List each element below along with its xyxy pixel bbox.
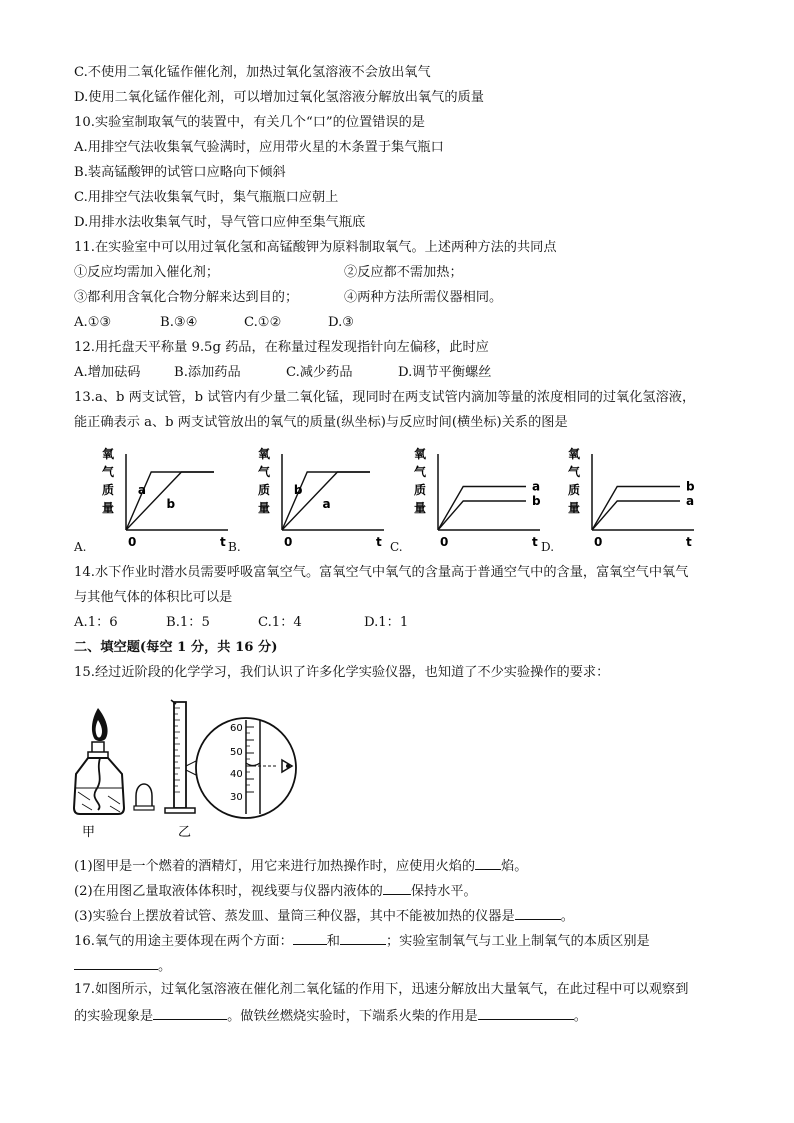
graph-c-letter: C. [390, 540, 403, 554]
y-axis-label-char: 氧 [414, 447, 427, 461]
curve-label-b: b [293, 483, 303, 498]
q15-1-text: (1)图甲是一个燃着的酒精灯，用它来进行加热操作时，应使用火焰的 [74, 859, 476, 874]
q16-line-2 [74, 956, 171, 976]
y-axis-label-char: 量 [102, 501, 115, 515]
q13-stem-1: 13.a、b 两支试管，b 试管内有少量二氧化锰，现同时在两支试管内滴加等量的浓度相同的过氧化氢溶液， [74, 390, 696, 405]
q10-option-a: A.用排空气法收集氧气验满时，应用带火星的木条置于集气瓶口 [74, 140, 444, 155]
q17-blank-2[interactable] [478, 1006, 574, 1020]
y-axis-label-char: 量 [568, 501, 581, 515]
q11-stem: 11.在实验室中可以用过氧化氢和高锰酸钾为原料制取氧气。上述两种方法的共同点 [74, 240, 557, 255]
label-yi: 乙 [178, 825, 192, 840]
lamp-cap [134, 784, 154, 810]
q12-stem: 12.用托盘天平称量 9.5g 药品，在称量过程发现指针向左偏移，此时应 [74, 340, 489, 355]
q12-option: A.增加砝码 [74, 365, 141, 380]
origin-label: 0 [440, 535, 449, 549]
y-axis-label-char: 质 [258, 483, 271, 497]
graph-b-svg [252, 438, 402, 558]
q10-stem: 10.实验室制取氧气的装置中，有关几个“口”的位置错误的是 [74, 115, 425, 130]
graph-d-letter: D. [541, 540, 555, 554]
q12-option: B.添加药品 [174, 365, 241, 380]
q15-2-blank[interactable] [383, 881, 411, 895]
q17-line-2 [74, 1006, 587, 1026]
q15-part-3 [74, 906, 574, 926]
q15-stem: 15.经过近阶段的化学学习，我们认识了许多化学实验仪器，也知道了不少实验操作的要求： [74, 665, 610, 680]
q15-part-1 [74, 856, 528, 876]
magnified-view [196, 718, 296, 818]
q14-stem-2: 与其他气体的体积比可以是 [74, 590, 233, 605]
tick-30: 30 [230, 792, 243, 803]
q17-end: 。 [573, 1009, 587, 1024]
q11-statement-4: ④两种方法所需仪器相同。 [344, 290, 503, 305]
y-axis-label-char: 气 [568, 465, 581, 479]
q14-option: D.1：1 [364, 615, 409, 630]
y-axis-label-char: 氧 [568, 447, 581, 461]
x-axis-label: t [686, 535, 692, 549]
q11-statement-2: ②反应都不需加热； [344, 265, 463, 280]
x-axis-label: t [220, 535, 226, 549]
q15-part-2 [74, 881, 477, 901]
origin-label: 0 [594, 535, 603, 549]
q15-1-blank[interactable] [475, 856, 501, 870]
q16-blank-1[interactable] [293, 931, 327, 945]
lab-figure-svg [70, 696, 310, 842]
curve-a [592, 501, 680, 530]
curve-label-b: b [166, 497, 176, 512]
q14-option: A.1：6 [74, 615, 118, 630]
curve-label-a: a [137, 483, 146, 498]
q10-option-c: C.用排空气法收集氧气时，集气瓶瓶口应朝上 [74, 190, 339, 205]
q17-blank-1[interactable] [153, 1006, 227, 1020]
y-axis-label-char: 气 [258, 465, 271, 479]
q16-text-2: ；实验室制氧气与工业上制氧气的本质区别是 [385, 934, 650, 949]
origin-label: 0 [128, 535, 137, 549]
lab-figure [70, 696, 310, 842]
x-axis-label: t [376, 535, 382, 549]
curve-b [592, 487, 680, 531]
graph-c [408, 438, 558, 558]
origin-label: 0 [284, 535, 293, 549]
q17-line-1: 17.如图所示，过氧化氢溶液在催化剂二氧化锰的作用下，迅速分解放出大量氧气，在此过程中可以观察到 [74, 982, 689, 997]
graduated-cylinder [165, 700, 198, 813]
q14-stem-1: 14.水下作业时潜水员需要呼吸富氧空气。富氧空气中氧气的含量高于普通空气中的含量，富氧空气中氧气 [74, 565, 689, 580]
q14-option: C.1：4 [258, 615, 302, 630]
curve-label-a: a [322, 497, 331, 512]
q11-option: D.③ [328, 315, 355, 330]
graph-d-svg [562, 438, 712, 558]
q11-option: C.①② [244, 315, 282, 330]
y-axis-label-char: 气 [414, 465, 427, 479]
curve-a [438, 487, 526, 531]
q9-option-c: C.不使用二氧化锰作催化剂，加热过氧化氢溶液不会放出氧气 [74, 65, 431, 80]
y-axis-label-char: 质 [102, 483, 115, 497]
y-axis-label-char: 量 [258, 501, 271, 515]
q12-option: C.减少药品 [286, 365, 353, 380]
q15-3-tail: 。 [560, 909, 574, 924]
q16-and: 和 [326, 934, 340, 949]
y-axis-label-char: 气 [102, 465, 115, 479]
q15-3-text: (3)实验台上摆放着试管、蒸发皿、量筒三种仪器，其中不能被加热的仪器是 [74, 909, 515, 924]
curve-b [438, 501, 526, 530]
graph-b [252, 438, 402, 558]
tick-40: 40 [230, 769, 243, 780]
q11-statement-1: ①反应均需加入催化剂； [74, 265, 220, 280]
y-axis-label-char: 量 [414, 501, 427, 515]
q16-text: 16.氧气的用途主要体现在两个方面： [74, 934, 293, 949]
q9-option-d: D.使用二氧化锰作催化剂，可以增加过氧化氢溶液分解放出氧气的质量 [74, 90, 484, 105]
y-axis-label-char: 氧 [258, 447, 271, 461]
q11-statement-3: ③都利用含氧化合物分解来达到目的； [74, 290, 299, 305]
curve-label-b: b [686, 479, 695, 494]
q17-text: 的实验现象是 [74, 1009, 154, 1024]
graph-b-letter: B. [228, 540, 241, 554]
q15-2-text: (2)在用图乙量取液体体积时，视线要与仪器内液体的 [74, 884, 383, 899]
y-axis-label-char: 质 [414, 483, 427, 497]
q13-stem-2: 能正确表示 a、b 两支试管放出的氧气的质量(纵坐标)与反应时间(横坐标)关系的图是 [74, 415, 568, 430]
x-axis-label: t [532, 535, 538, 549]
q11-option: B.③④ [160, 315, 198, 330]
q16-line-1 [74, 931, 650, 951]
curve-label-b: b [532, 494, 541, 508]
q11-option: A.①③ [74, 315, 112, 330]
graph-a-letter: A. [74, 540, 87, 554]
q10-option-b: B.装高锰酸钾的试管口应略向下倾斜 [74, 165, 286, 180]
graph-c-svg [408, 438, 558, 558]
graph-a-svg [96, 438, 246, 558]
q15-1-tail: 焰。 [501, 859, 528, 874]
q17-text-2: 。做铁丝燃烧实验时，下端系火柴的作用是 [227, 1009, 478, 1024]
y-axis-label-char: 质 [568, 483, 581, 497]
q16-blank-3[interactable] [74, 956, 158, 970]
q10-option-d: D.用排水法收集氧气时，导气管口应伸至集气瓶底 [74, 215, 366, 230]
q16-blank-2[interactable] [340, 931, 386, 945]
q15-3-blank[interactable] [515, 906, 561, 920]
tick-60: 60 [230, 723, 243, 734]
section-2-heading: 二、填空题(每空 1 分，共 16 分) [74, 640, 278, 655]
y-axis-label-char: 氧 [102, 447, 115, 461]
q16-end: 。 [158, 959, 172, 974]
graph-d [562, 438, 712, 558]
tick-50: 50 [230, 747, 243, 758]
alcohol-lamp [74, 708, 124, 814]
graph-a [96, 438, 246, 558]
curve-label-a: a [532, 479, 541, 494]
q14-option: B.1：5 [166, 615, 210, 630]
q12-option: D.调节平衡螺丝 [398, 365, 492, 380]
q15-2-tail: 保持水平。 [410, 884, 477, 899]
label-jia: 甲 [82, 825, 96, 840]
curve-label-a: a [686, 494, 695, 508]
